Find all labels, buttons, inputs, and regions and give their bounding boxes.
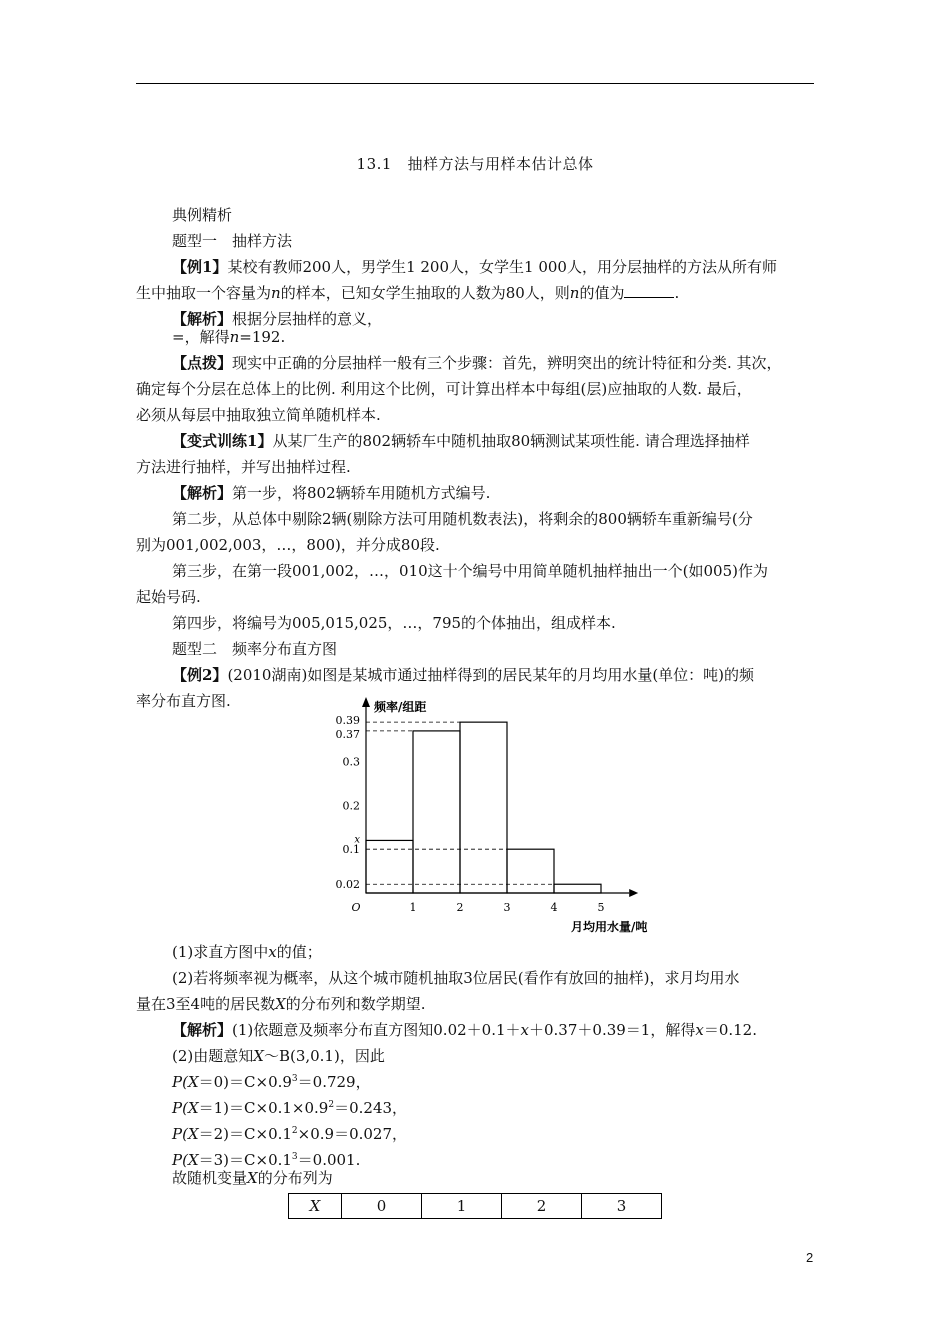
var-X: X	[275, 995, 286, 1013]
x-tick-label: 3	[503, 901, 511, 914]
ex2-q2b1: 量在3至4吨的居民数	[136, 995, 276, 1013]
table-cell: X	[289, 1194, 342, 1219]
y-tick-label: 0.37	[335, 727, 360, 741]
x-tick-label: 5	[597, 901, 605, 914]
var1-step4: 第四步，将编号为005,015,025，…，795的个体抽出，组成样本.	[172, 614, 616, 632]
ex2-s1a: (1)依题意及频率分布直方图知0.02＋0.1＋	[232, 1021, 521, 1039]
var-x: x	[268, 943, 277, 961]
var1-text1: 从某厂生产的802辆轿车中随机抽取80辆测试某项性能. 请合理选择抽样	[272, 432, 750, 450]
histogram-bar	[554, 884, 601, 893]
ex1-text2c: 的样本，已知女学生抽取的人数为80人，则	[280, 284, 570, 302]
histogram-bar	[366, 840, 413, 893]
table-cell: 1	[422, 1194, 502, 1219]
prob-1-text: ＝1)＝C×0.1×0.9	[198, 1099, 329, 1117]
ex2-q2b	[136, 994, 426, 1014]
var1-tag: 【变式训练1】	[172, 432, 273, 450]
dist-intro-c: 的分布列为	[257, 1169, 333, 1187]
header-rule	[136, 83, 814, 84]
ex1-tip1	[172, 353, 782, 373]
var-n: n	[229, 328, 240, 346]
prob-0-text: ＝0)＝C×0.9	[198, 1073, 292, 1091]
ex2-line1	[172, 665, 754, 685]
ex1-text2e: 的值为	[579, 284, 625, 302]
ex1-tip-text1: 现实中正确的分层抽样一般有三个步骤：首先，辨明突出的统计特征和分类. 其次，	[232, 354, 782, 372]
histogram-bar	[460, 722, 507, 893]
var-X: (X	[182, 1099, 199, 1117]
prob-2-end: ×0.9＝0.027，	[297, 1125, 408, 1143]
page-number: 2	[806, 1250, 814, 1265]
x-tick-label: 4	[550, 901, 558, 914]
x-tick-label: 2	[456, 901, 464, 914]
ex1-tip3: 必须从每层中抽取独立简单随机样本.	[136, 406, 381, 424]
prob-3-sup: 3	[291, 1152, 298, 1162]
x-tick-label: 1	[409, 901, 417, 914]
table-cell: 3	[582, 1194, 662, 1219]
y-tick-label: 0.3	[342, 755, 360, 769]
y-tick-label: x	[354, 834, 360, 846]
ex1-solution2	[172, 327, 285, 347]
histogram-bar	[413, 731, 460, 893]
ex1-line1	[172, 257, 777, 277]
page-title: 13.1 抽样方法与用样本估计总体	[356, 155, 594, 173]
var-P: P	[172, 1125, 183, 1143]
ex2-sol1	[172, 1020, 757, 1040]
distribution-table	[288, 1193, 662, 1219]
var1-line1	[172, 431, 750, 451]
prob-0-end: ＝0.729，	[297, 1073, 371, 1091]
prob-2-text: ＝2)＝C×0.1	[198, 1125, 292, 1143]
var-x: x	[695, 1021, 704, 1039]
ex2-q1c: 的值；	[276, 943, 322, 961]
solution-tag: 【解析】	[172, 484, 233, 502]
table-cell: 0	[342, 1194, 422, 1219]
table-cell: 2	[502, 1194, 582, 1219]
section-type2: 题型二 频率分布直方图	[172, 640, 338, 658]
y-tick-label: 0.39	[335, 714, 360, 728]
ex2-tag: 【例2】	[172, 666, 228, 684]
prob-3-text: ＝3)＝C×0.1	[198, 1151, 292, 1169]
prob-3-end: ＝0.001.	[297, 1151, 361, 1169]
var-x: x	[520, 1021, 529, 1039]
tip-tag: 【点拨】	[172, 354, 233, 372]
x-axis-arrow-icon	[629, 889, 638, 897]
ex2-s1e: ＝0.12.	[703, 1021, 757, 1039]
ex2-s1c: ＋0.37＋0.39＝1，解得	[529, 1021, 696, 1039]
var-X: (X	[182, 1073, 199, 1091]
ex2-text1: (2010湖南)如图是某城市通过抽样得到的居民某年的月均用水量(单位：吨)的频	[227, 666, 755, 684]
var-X: (X	[182, 1125, 199, 1143]
ex1-solution	[172, 309, 382, 329]
section-intro: 典例精析	[172, 206, 233, 224]
dist-intro-a: 故随机变量	[172, 1169, 248, 1187]
ex1-sol2c: =192.	[239, 328, 286, 346]
prob-0	[172, 1072, 371, 1092]
solution-tag: 【解析】	[172, 310, 233, 328]
ex2-q2b3: 的分布列和数学期望.	[285, 995, 426, 1013]
y-tick-label: 0.2	[342, 799, 360, 813]
var-n: n	[271, 284, 281, 302]
var1-step1-text: 第一步，将802辆轿车用随机方式编号.	[232, 484, 491, 502]
ex2-s2a: (2)由题意知	[172, 1047, 254, 1065]
dist-intro	[172, 1168, 333, 1188]
prob-1-sup: 2	[328, 1100, 335, 1110]
var1-step2b: 别为001,002,003，…，800)，并分成80段.	[136, 536, 440, 554]
histogram-bar	[507, 849, 554, 893]
ex2-s2c: ～B(3,0.1)，因此	[263, 1047, 385, 1065]
ex2-sol2	[172, 1046, 385, 1066]
var1-step2a: 第二步，从总体中剔除2辆(剔除方法可用随机数表法)，将剩余的800辆轿车重新编号(分	[172, 510, 753, 528]
y-tick-label: 0.02	[335, 878, 360, 892]
y-axis-arrow-icon	[362, 697, 370, 707]
ex1-text2f: .	[674, 284, 680, 302]
origin-label: O	[351, 901, 361, 914]
ex1-tag: 【例1】	[172, 258, 228, 276]
prob-3	[172, 1150, 360, 1170]
ex2-q2a: (2)若将频率视为概率，从这个城市随机抽取3位居民(看作有放回的抽样)，求月均用水	[172, 969, 740, 987]
var-X: (X	[182, 1151, 199, 1169]
table-row	[289, 1194, 662, 1219]
var1-line2: 方法进行抽样，并写出抽样过程.	[136, 458, 351, 476]
ex2-q1	[172, 942, 322, 962]
y-tick-label: 0.1	[342, 843, 360, 857]
var-X: X	[253, 1047, 264, 1065]
answer-blank	[624, 283, 674, 298]
x-axis-label: 月均用水量/吨	[571, 920, 648, 934]
prob-1-end: ＝0.243，	[334, 1099, 408, 1117]
ex1-sol2a: =，解得	[172, 328, 230, 346]
section-type1: 题型一 抽样方法	[172, 232, 293, 250]
solution-tag: 【解析】	[172, 1021, 233, 1039]
ex1-sol1: 根据分层抽样的意义，	[232, 310, 383, 328]
ex1-text2a: 生中抽取一个容量为	[136, 284, 272, 302]
ex1-text1: 某校有教师200人，男学生1 200人，女学生1 000人，用分层抽样的方法从所有师	[227, 258, 777, 276]
ex1-line2	[136, 283, 679, 303]
prob-2	[172, 1124, 407, 1144]
prob-2-sup: 2	[291, 1126, 298, 1136]
ex2-line2: 率分布直方图.	[136, 692, 231, 710]
var1-step1	[172, 483, 490, 503]
var-n: n	[569, 284, 580, 302]
var-P: P	[172, 1099, 183, 1117]
var-P: P	[172, 1073, 183, 1091]
histogram-chart	[320, 697, 665, 937]
var1-step3a: 第三步，在第一段001,002，…，010这十个编号中用简单随机抽样抽出一个(如005)作为	[172, 562, 768, 580]
ex1-tip2: 确定每个分层在总体上的比例. 利用这个比例，可计算出样本中每组(层)应抽取的人数. 最后，	[136, 380, 752, 398]
var1-step3b: 起始号码.	[136, 588, 201, 606]
var-X: X	[247, 1169, 258, 1187]
var-P: P	[172, 1151, 183, 1169]
prob-0-sup: 3	[291, 1074, 298, 1084]
prob-1	[172, 1098, 407, 1118]
ex2-q1a: (1)求直方图中	[172, 943, 269, 961]
y-axis-label: 频率/组距	[374, 700, 427, 714]
